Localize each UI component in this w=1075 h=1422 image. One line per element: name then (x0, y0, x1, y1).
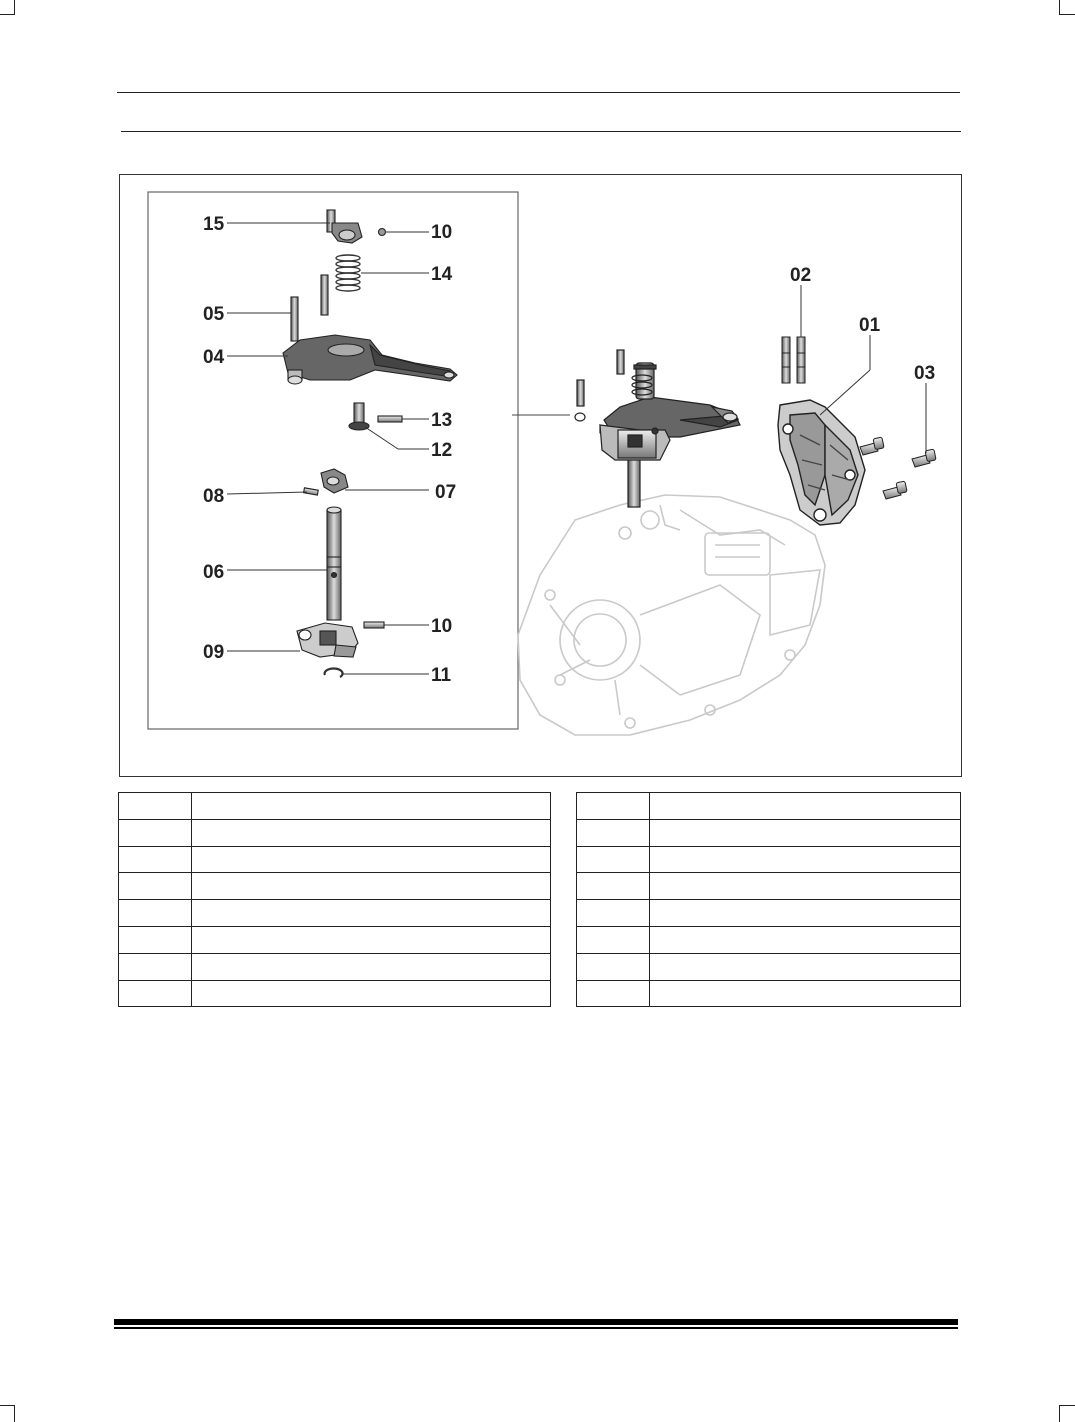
table-cell-description (650, 793, 961, 820)
parts-table-right (576, 792, 961, 1007)
table-cell-number (577, 793, 650, 820)
table-row (577, 873, 961, 900)
table-cell-number (119, 980, 192, 1007)
callout-05: 05 (203, 304, 225, 325)
table-cell-description (650, 926, 961, 953)
callout-09: 09 (203, 642, 225, 663)
table-row (577, 900, 961, 927)
callout-11: 11 (431, 665, 452, 686)
table-cell-number (577, 900, 650, 927)
table-cell-description (192, 926, 551, 953)
callout-04: 04 (203, 347, 225, 368)
callout-14: 14 (431, 264, 453, 285)
table-row (577, 926, 961, 953)
table-cell-number (577, 873, 650, 900)
part-03-bolts (860, 437, 936, 499)
table-row (119, 819, 551, 846)
crop-mark-top-left (0, 0, 15, 15)
exploded-parts-diagram (119, 174, 962, 777)
table-cell-number (119, 900, 192, 927)
table-row (577, 953, 961, 980)
gearbox-housing-outline (518, 495, 825, 735)
callout-13: 13 (431, 410, 453, 431)
table-cell-number (119, 793, 192, 820)
callout-03: 03 (914, 363, 936, 384)
callout-08: 08 (203, 486, 225, 507)
table-cell-number (119, 846, 192, 873)
table-cell-number (119, 953, 192, 980)
footer-rule-thick (114, 1319, 958, 1325)
table-row (577, 846, 961, 873)
table-cell-number (119, 873, 192, 900)
part-02-pins (782, 337, 805, 383)
callout-15: 15 (203, 214, 225, 235)
callout-10-bottom: 10 (431, 616, 453, 637)
table-cell-number (119, 926, 192, 953)
table-row (119, 900, 551, 927)
table-row (119, 953, 551, 980)
assembled-shift-mechanism (575, 350, 740, 507)
table-cell-description (192, 873, 551, 900)
table-row (119, 793, 551, 820)
table-cell-description (192, 900, 551, 927)
table-cell-description (650, 873, 961, 900)
table-row (119, 873, 551, 900)
parts-table-left (118, 792, 551, 1007)
table-cell-description (192, 819, 551, 846)
callout-06: 06 (203, 562, 225, 583)
table-cell-description (192, 980, 551, 1007)
table-cell-number (577, 926, 650, 953)
table-cell-description (650, 980, 961, 1007)
callout-07: 07 (435, 482, 457, 503)
part-01-bracket (778, 400, 865, 525)
table-cell-description (650, 819, 961, 846)
table-row (577, 819, 961, 846)
table-row (577, 793, 961, 820)
header-rule-bottom (121, 131, 961, 132)
callout-10-top: 10 (431, 222, 453, 243)
table-cell-number (577, 819, 650, 846)
table-row (577, 980, 961, 1007)
table-cell-description (650, 846, 961, 873)
crop-mark-bottom-right (1059, 1405, 1075, 1422)
table-cell-number (577, 846, 650, 873)
table-cell-number (577, 953, 650, 980)
diagram-canvas (120, 175, 963, 778)
callout-12: 12 (431, 440, 453, 461)
table-cell-description (192, 953, 551, 980)
crop-mark-bottom-left (0, 1405, 15, 1422)
table-cell-number (119, 819, 192, 846)
table-row (119, 926, 551, 953)
table-cell-description (650, 900, 961, 927)
callout-02: 02 (790, 265, 812, 286)
table-row (119, 846, 551, 873)
crop-mark-top-right (1059, 0, 1075, 15)
table-cell-description (192, 793, 551, 820)
callout-01: 01 (859, 315, 881, 336)
table-cell-description (192, 846, 551, 873)
header-rule-top (117, 92, 960, 93)
table-cell-description (650, 953, 961, 980)
table-cell-number (577, 980, 650, 1007)
table-row (119, 980, 551, 1007)
footer-rule-thin (114, 1327, 958, 1329)
